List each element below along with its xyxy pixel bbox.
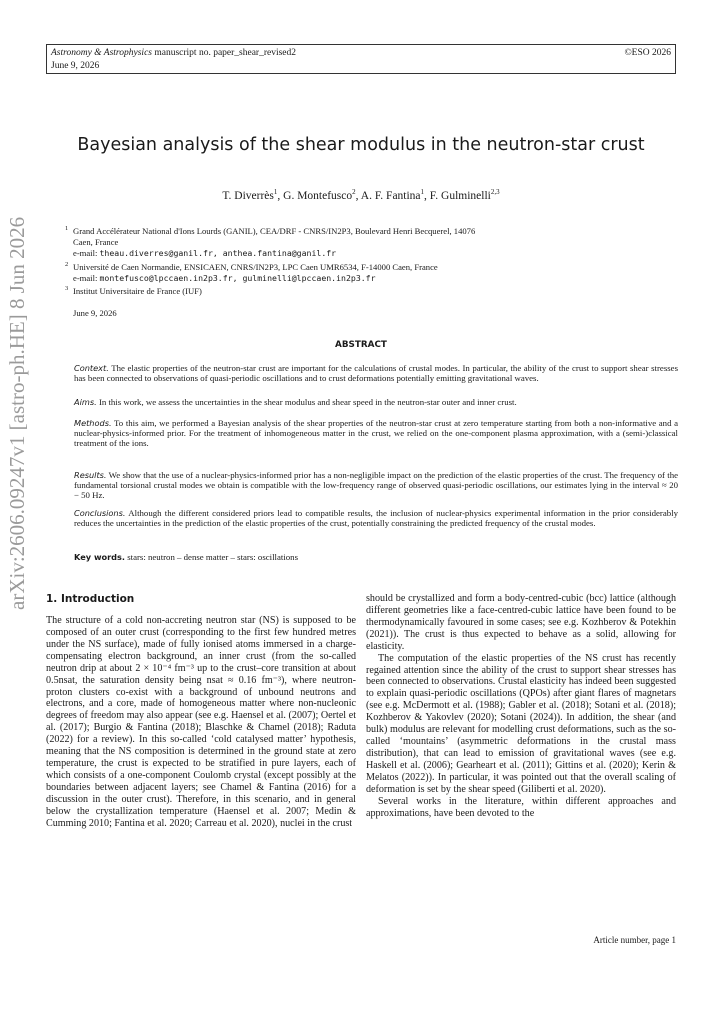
affiliation-email: e-mail: montefusco@lpccaen.in2p3.fr, gulminelli@lpccaen.in2p3.fr bbox=[73, 272, 376, 283]
keywords-label: Key words. bbox=[74, 552, 126, 562]
journal-name: Astronomy & Astrophysics bbox=[51, 48, 152, 58]
body-column-left bbox=[46, 615, 356, 830]
author-name: A. F. Fantina bbox=[360, 189, 421, 202]
abstract-label: Aims. bbox=[74, 397, 97, 407]
author-list: T. Diverrès$^1$, G. Montefusco$^2$, A. F. Fantina$^1$, F. Gulminelli$^{2,3}$ bbox=[222, 188, 500, 202]
email-address[interactable]: theau.diverres@ganil.fr, anthea.fantina@ganil.fr bbox=[99, 247, 337, 258]
author-affiliation-mark: 2 bbox=[352, 188, 356, 196]
affiliation-3: 3 Institut Universitaire de France (IUF) bbox=[73, 286, 673, 297]
author-affiliation-mark: 2,3 bbox=[490, 188, 500, 196]
body-column-right bbox=[366, 593, 676, 820]
paper-title: Bayesian analysis of the shear modulus in the neutron-star crust bbox=[77, 135, 645, 155]
body-paragraph: The computation of the elastic properties of the NS crust has recently regained attention since the ability of the crust to support shear stresses has been connected to observations. Crustal elasticity has indeed been suggested to explain quasi-periodic oscillations (QPOs) after giant flares of magnetars (see e.g. McDermott et al. (1988); Gabler et al. (2018); Sotani et al. (2018); Kozhberov & Yakovlev (2020); Sotani (2024)). In addition, the shear (and bulk) modulus are relevant for modelling crust deformations, such as the so-called ‘mountains’ (asymmetric deformations in the crustal mass distribution), that can lead to emission of gravitational waves (see e.g. Haskell et al. (2006); Gearheart et al. (2011); Gittins et al. (2020); Kerin & Melatos (2022)). In particular, it was pointed out that the overall scaling of deformation is set by the shear speed (Giliberti et al. 2020). bbox=[366, 652, 676, 795]
affiliation-1: 1 Grand Accélérateur National d'Ions Lourds (GANIL), CEA/DRF - CNRS/IN2P3, Boulevard Henri Becquerel, 14076 Caen, France e-mail: theau.diverres@ganil.fr, anthea.fantina@ganil.fr bbox=[73, 226, 673, 258]
abstract-label: Methods. bbox=[74, 418, 112, 428]
abstract-label: Context. bbox=[74, 363, 109, 373]
running-header bbox=[46, 44, 676, 74]
body-paragraph: should be crystallized and form a body-centred-cubic (bcc) lattice (although different geometries like a face-centred-cubic lattice have been found to be thermodynamically favoured in some cases; see e.g. Kozhberov & Potekhin (2021)). The crust is thus expected to behave as a solid, allowing for elasticity. bbox=[366, 593, 676, 652]
abstract-aims: Aims. In this work, we assess the uncertainties in the shear modulus and shear speed in the neutron-star outer and inner crust. bbox=[74, 397, 517, 407]
author-affiliation-mark: 1 bbox=[420, 188, 425, 196]
abstract-heading: ABSTRACT bbox=[335, 340, 387, 350]
section-heading: 1. Introduction bbox=[46, 593, 135, 605]
affiliation-2: 2 Université de Caen Normandie, ENSICAEN, CNRS/IN2P3, LPC Caen UMR6534, F-14000 Caen, France e-mail: montefusco@lpccaen.in2p3.fr, gulminelli@lpccaen.in2p3.fr bbox=[73, 262, 673, 284]
affiliation-text: Grand Accélérateur National d'Ions Lourds (GANIL), CEA/DRF - CNRS/IN2P3, Boulevard Henri Becquerel, 14076 bbox=[73, 226, 476, 236]
abstract-results: Results. We show that the use of a nuclear-physics-informed prior has a non-negligible impact on the prediction of the elastic properties of the crust. The frequency of the fundamental torsional crustal modes we obtain is compatible with the low-frequency range of observed quasi-periodic oscillations, our estimates lying in the interval ≈ 20 − 50 Hz. bbox=[74, 470, 678, 501]
arxiv-identifier: arXiv:2606.09247v1 [astro-ph.HE] 8 Jun 2026 bbox=[5, 216, 29, 610]
affiliation-text-cont: Caen, France bbox=[73, 236, 119, 247]
paper-date: June 9, 2026 bbox=[73, 308, 117, 318]
email-address[interactable]: montefusco@lpccaen.in2p3.fr, gulminelli@lpccaen.in2p3.fr bbox=[99, 272, 376, 283]
author-name: F. Gulminelli bbox=[429, 189, 491, 202]
keywords-text: stars: neutron – dense matter – stars: oscillations bbox=[127, 552, 298, 562]
body-paragraph: The structure of a cold non-accreting neutron star (NS) is supposed to be composed of an outer crust (corresponding to the first few hundred metres under the NS surface), made of fully ionised atoms immersed in a charge-compensating electron background, an inner crust (from the so-called neutron drip at about 2 × 10⁻⁴ fm⁻³ up to the crust–core transition at about 0.5nsat, the saturation density being nsat ≈ 0.16 fm⁻³), where neutron-proton clusters co-exist with a background of unbound neutrons and electrons, and a core, made of homogeneous matter where non-nucleonic degrees of freedom may also appear (see e.g. Haensel et al. (2007); Oertel et al. (2017); Burgio & Fantina (2018); Blaschke & Chamel (2018); Raduta (2022) for a review). In this so-called ‘cold catalysed matter’ hypothesis, meaning that the NS composition is determined in the ground state at zero temperature, the crust is expected to be stratified in pure layers, each of which consists of a one-component Coulomb crystal (except possibly at the boundaries between adjacent layers; see Chamel & Fantina (2016) for a discussion in the outer crust). Therefore, in this scenario, and in general below the crystallization temperature (Haensel et al. 2007; Medin & Cumming 2010; Fantina et al. 2020; Carreau et al. 2020), nuclei in the crust bbox=[46, 615, 356, 829]
header-date: June 9, 2026 bbox=[51, 61, 100, 71]
abstract-conclusions: Conclusions. Although the different considered priors lead to compatible results, the inclusion of nuclear-physics experimental information in the prior considerably reduces the uncertainties in the prediction of the elastic properties of the crust, potentially constraining the predicted frequency of the crustal modes. bbox=[74, 508, 678, 529]
abstract-methods: Methods. To this aim, we performed a Bayesian analysis of the shear properties of the neutron-star crust at zero temperature starting from both a non-informative and a nuclear-physics-informed prior. For the treatment of inhomogeneous matter in the crust, we relied on the one-component plasma approximation, with a (semi-)classical treatment of the ions. bbox=[74, 418, 678, 449]
author-affiliation-mark: 1 bbox=[273, 188, 278, 196]
affiliation-text: Université de Caen Normandie, ENSICAEN, CNRS/IN2P3, LPC Caen UMR6534, F-14000 Caen, France bbox=[73, 262, 438, 272]
abstract-label: Conclusions. bbox=[74, 508, 126, 518]
header-journal-line bbox=[51, 48, 296, 58]
header-copyright: ©ESO 2026 bbox=[624, 48, 671, 58]
author-name: T. Diverrès bbox=[222, 189, 274, 202]
affiliation-text: Institut Universitaire de France (IUF) bbox=[73, 286, 202, 296]
keywords bbox=[74, 552, 298, 562]
affiliation-email: e-mail: theau.diverres@ganil.fr, anthea.fantina@ganil.fr bbox=[73, 247, 337, 258]
abstract-label: Results. bbox=[74, 470, 107, 480]
body-paragraph: Several works in the literature, within different approaches and approximations, have been devoted to the bbox=[366, 795, 676, 819]
abstract-context: Context. The elastic properties of the neutron-star crust are important for the calculations of crustal modes. In particular, the ability of the crust to support shear stresses has been connected to observations of quasi-periodic oscillations and to crust deformations potentially emitting gravitational waves. bbox=[74, 363, 678, 384]
page-footer: Article number, page 1 bbox=[593, 935, 676, 945]
manuscript-id: manuscript no. paper_shear_revised2 bbox=[154, 48, 297, 58]
author-name: G. Montefusco bbox=[283, 189, 353, 202]
